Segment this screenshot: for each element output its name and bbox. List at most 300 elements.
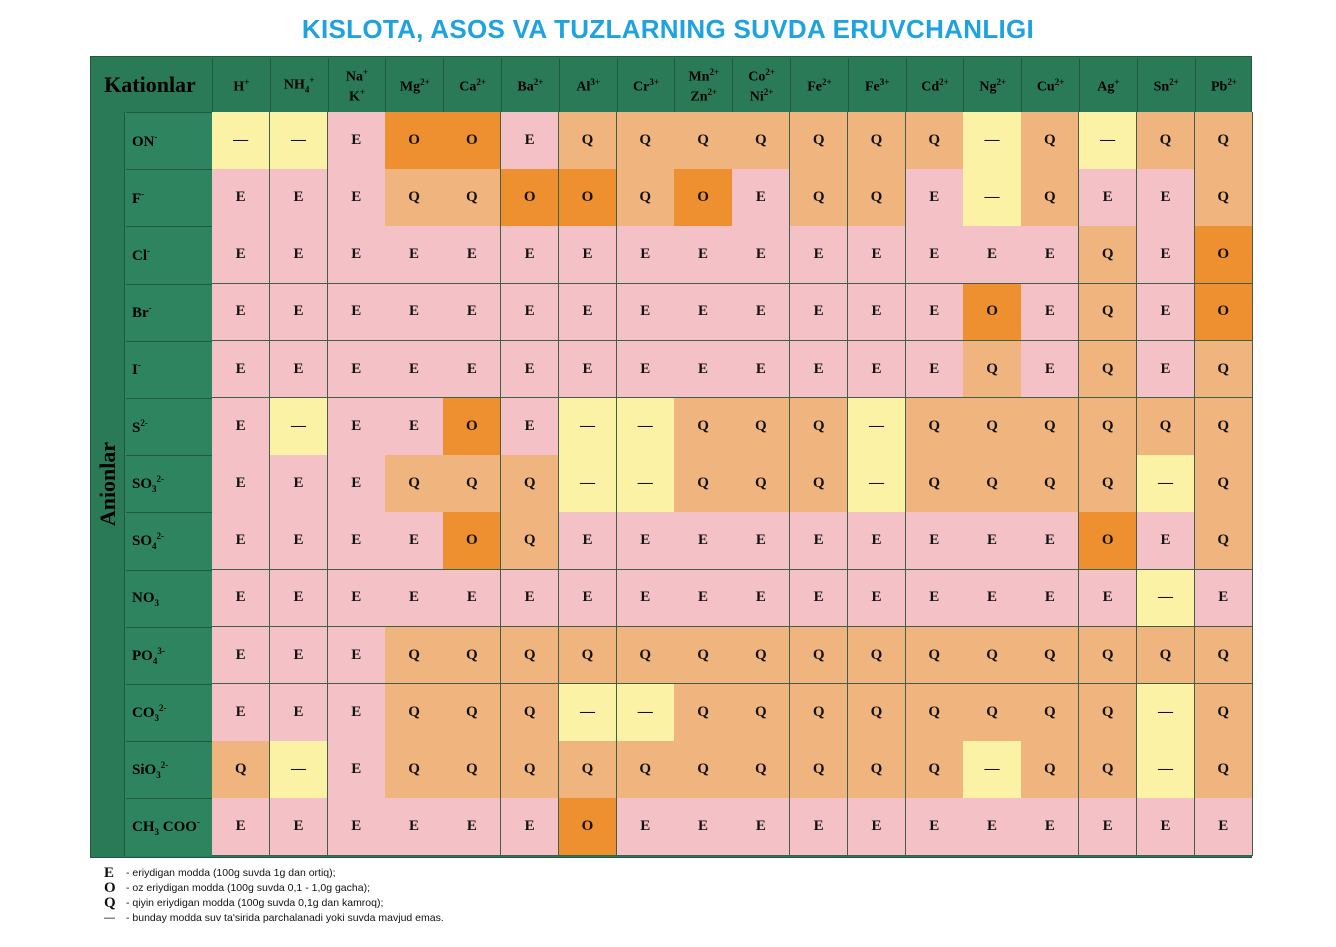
cation-symbol: Ni [749, 89, 764, 105]
table-cell: Q [1021, 684, 1079, 742]
table-cell: Q [906, 684, 964, 742]
table-cell: O [443, 398, 501, 456]
cation-charge: 2+ [996, 77, 1007, 88]
legend-key: Q [104, 895, 116, 911]
cation-charge: 3+ [590, 77, 601, 88]
cation-line [1097, 75, 1119, 95]
anion-charge: - [196, 817, 200, 828]
table-cell: Q [1079, 684, 1137, 742]
table-cell: — [1137, 455, 1195, 513]
table-cell: Q [385, 627, 443, 685]
cation-symbol: NH [283, 77, 305, 93]
table-cell: — [617, 398, 675, 456]
anion-formula [132, 303, 152, 322]
table-cell: Q [1079, 398, 1137, 456]
table-cell: E [1137, 798, 1195, 856]
table-cell: Q [443, 169, 501, 227]
table-cell: Q [501, 684, 559, 742]
table-cell: E [385, 284, 443, 342]
cation-symbol: Cu [1036, 79, 1055, 95]
table-cell: E [1137, 341, 1195, 399]
cation-formula [1211, 75, 1237, 95]
table-cell: E [1021, 341, 1079, 399]
cation-line [233, 75, 249, 95]
cation-header-12 [906, 58, 964, 112]
cation-line [807, 75, 831, 95]
table-cell: Q [1021, 169, 1079, 227]
cation-formula [865, 75, 889, 95]
table-cell: Q [732, 112, 790, 170]
anion-subscript: 4 [152, 541, 157, 552]
cation-formula [1154, 75, 1179, 95]
table-cell: E [328, 341, 386, 399]
anion-charge: 2- [140, 417, 148, 428]
table-cell: E [906, 798, 964, 856]
table-cell: E [732, 284, 790, 342]
anion-subscript: 3 [154, 597, 159, 608]
table-cell: — [1079, 112, 1137, 170]
table-cell: Q [674, 398, 732, 456]
cation-formula [807, 75, 831, 95]
table-cell: E [501, 112, 559, 170]
cation-line [748, 65, 775, 85]
table-cell: E [848, 570, 906, 628]
table-cell: Q [1079, 226, 1137, 284]
cation-line [284, 73, 315, 97]
table-cell: Q [674, 112, 732, 170]
table-cell: — [617, 684, 675, 742]
table-cell: E [270, 627, 328, 685]
anion-label-3 [126, 284, 212, 341]
cation-charge: 2+ [939, 77, 949, 88]
table-cell: Q [617, 112, 675, 170]
table-cell: E [559, 284, 617, 342]
cation-formula [233, 75, 249, 95]
table-cell: Q [674, 741, 732, 799]
table-cell: E [848, 798, 906, 856]
cation-charge: 2+ [1227, 77, 1237, 88]
cation-header-8 [674, 58, 732, 112]
anion-symbol: PO [132, 647, 153, 664]
cation-symbol: Ca [459, 79, 477, 95]
cation-charge: 2+ [765, 67, 775, 78]
table-cell: E [212, 627, 270, 685]
legend-key: E [104, 865, 115, 881]
anion-label-6 [126, 455, 212, 512]
table-cell: E [212, 284, 270, 342]
table-cell: — [963, 741, 1021, 799]
table-cell: E [212, 226, 270, 284]
cation-formula [1037, 75, 1065, 95]
table-cell: Q [732, 455, 790, 513]
table-cell: E [1021, 570, 1079, 628]
cation-line [1211, 75, 1237, 95]
anion-symbol: NO [132, 589, 155, 606]
cation-line [459, 75, 486, 95]
cation-line [865, 75, 889, 95]
table-cell: E [328, 798, 386, 856]
table-cell: O [443, 512, 501, 570]
cation-charge: 3+ [649, 77, 659, 88]
cation-header-0 [212, 58, 270, 112]
table-cell: Q [385, 741, 443, 799]
cation-symbol: Fe [807, 79, 822, 95]
table-cell: — [270, 741, 328, 799]
table-cell: E [328, 570, 386, 628]
table-cell: O [963, 284, 1021, 342]
table-cell: — [1137, 741, 1195, 799]
table-cell: E [212, 512, 270, 570]
cation-header-10 [790, 58, 848, 112]
anion-charge: - [154, 131, 158, 142]
table-cell: Q [501, 455, 559, 513]
cation-charge: 2+ [533, 77, 544, 88]
table-cell: E [732, 570, 790, 628]
table-cell: — [1137, 684, 1195, 742]
anion-charge: 3- [157, 645, 165, 656]
table-cell: Q [790, 455, 848, 513]
cation-symbol: H [233, 79, 245, 95]
table-cell: E [328, 112, 386, 170]
table-cell: E [732, 226, 790, 284]
anion-symbol: F [132, 190, 142, 207]
table-cell: E [212, 455, 270, 513]
cation-header-4 [443, 58, 501, 112]
table-cell: E [848, 226, 906, 284]
table-cell: Q [1195, 169, 1253, 227]
legend-item-3 [104, 911, 804, 926]
legend-item-2 [104, 896, 804, 911]
table-cell: E [617, 341, 675, 399]
anion-charge: 2- [159, 703, 167, 714]
table-cell: Q [1021, 741, 1079, 799]
table-cell: E [790, 226, 848, 284]
table-cell: E [790, 284, 848, 342]
table-cell: Q [1195, 112, 1253, 170]
table-cell: E [732, 169, 790, 227]
cation-header-5 [501, 58, 559, 112]
cation-header-14 [1021, 58, 1079, 112]
anion-charge: - [148, 303, 152, 314]
table-cell: E [385, 226, 443, 284]
table-cell: E [732, 341, 790, 399]
table-cell: E [270, 284, 328, 342]
anion-subscript: 3 [156, 770, 161, 781]
anion-label-7 [126, 512, 212, 569]
table-cell: Q [443, 741, 501, 799]
cation-formula [1097, 75, 1119, 95]
table-cell: E [732, 512, 790, 570]
table-cell: Q [1079, 741, 1137, 799]
table-cell: — [963, 112, 1021, 170]
table-cell: E [385, 570, 443, 628]
table-cell: E [617, 284, 675, 342]
anion-symbol: CO [132, 705, 155, 722]
cation-line [633, 75, 659, 95]
table-cell: O [1079, 512, 1137, 570]
table-cell: O [501, 169, 559, 227]
table-cell: E [212, 398, 270, 456]
anion-symbol: S [132, 419, 141, 436]
table-cell: Q [501, 627, 559, 685]
table-cell: E [1195, 570, 1253, 628]
anion-label-0 [126, 112, 212, 169]
cation-symbol: Mg [399, 79, 421, 95]
table-cell: — [1137, 570, 1195, 628]
table-cell: Q [1079, 455, 1137, 513]
table-cell: E [1079, 798, 1137, 856]
cation-line [688, 65, 719, 85]
cation-formula [400, 75, 430, 95]
table-cell: E [443, 284, 501, 342]
table-cell: E [790, 570, 848, 628]
anion-symbol: Br [132, 305, 149, 322]
anion-formula [132, 531, 164, 551]
table-cell: E [559, 512, 617, 570]
table-cell: Q [906, 112, 964, 170]
table-cell: E [328, 684, 386, 742]
table-cell: E [617, 798, 675, 856]
table-cell: Q [906, 398, 964, 456]
table-cell: Q [674, 684, 732, 742]
cation-formula [284, 73, 315, 97]
table-cell: E [1195, 798, 1253, 856]
table-cell: O [559, 798, 617, 856]
table-cell: E [559, 341, 617, 399]
cation-symbol: Cr [633, 79, 650, 95]
table-cell: Q [385, 455, 443, 513]
table-cell: E [501, 341, 559, 399]
cation-header-9 [732, 58, 790, 112]
table-cell: E [617, 226, 675, 284]
anion-formula [132, 246, 150, 265]
cation-symbol: Sn [1153, 79, 1170, 95]
table-cell: — [848, 455, 906, 513]
anion-subscript: 3 [152, 484, 157, 495]
table-cell: Q [1195, 684, 1253, 742]
table-cell: E [1137, 169, 1195, 227]
cation-line [517, 75, 543, 95]
cation-symbol: Pb [1211, 79, 1228, 95]
table-cell: E [790, 798, 848, 856]
cation-symbol: Zn [690, 89, 708, 105]
anion-charge: 2- [156, 531, 165, 542]
anion-charge: - [141, 188, 145, 199]
table-cell: Q [1195, 512, 1253, 570]
cation-symbol: Ba [517, 79, 534, 95]
cation-charge: 2+ [763, 87, 774, 97]
table-cell: Q [674, 627, 732, 685]
anion-label-10 [126, 684, 212, 741]
cation-charge: + [309, 74, 315, 85]
table-cell: Q [1195, 455, 1253, 513]
table-cell: Q [732, 741, 790, 799]
legend-item-0 [104, 866, 804, 881]
table-cell: E [385, 512, 443, 570]
table-cell: E [963, 226, 1021, 284]
anion-symbol: SO [132, 476, 153, 493]
table-cell: E [270, 455, 328, 513]
anion-label-11 [126, 741, 212, 798]
table-cell: — [617, 455, 675, 513]
table-cell: Q [1195, 398, 1253, 456]
table-cell: E [1137, 512, 1195, 570]
table-cell: Q [1079, 627, 1137, 685]
cation-subscript: 4 [304, 84, 310, 95]
cation-line [576, 75, 600, 95]
table-cell: O [674, 169, 732, 227]
anion-label-1 [126, 169, 212, 226]
table-cell: Q [559, 741, 617, 799]
table-cell: E [212, 169, 270, 227]
table-cell: Q [559, 627, 617, 685]
cation-charge: + [244, 77, 250, 88]
anion-label-5 [126, 398, 212, 455]
table-cell: Q [559, 112, 617, 170]
cation-formula [748, 65, 775, 104]
anion-formula [132, 703, 167, 723]
anion-label-9 [126, 627, 212, 684]
cation-charge: 2+ [1054, 77, 1065, 88]
cation-charge: 2+ [420, 77, 430, 88]
table-cell: E [674, 798, 732, 856]
table-cell: E [328, 455, 386, 513]
anion-formula [132, 189, 144, 208]
anion-subscript: 3 [154, 827, 159, 838]
cation-formula [459, 75, 486, 95]
table-cell: Q [617, 741, 675, 799]
legend-key: — [104, 912, 115, 924]
cation-header-17 [1195, 58, 1253, 112]
table-cell: E [790, 341, 848, 399]
table-cell: — [212, 112, 270, 170]
table-cell: Q [790, 684, 848, 742]
table-cell: — [848, 398, 906, 456]
table-cell: E [501, 798, 559, 856]
anion-label-2 [126, 226, 212, 283]
table-cell: E [1021, 512, 1079, 570]
table-cell: Q [1137, 627, 1195, 685]
table-cell: E [1079, 570, 1137, 628]
cation-formula [346, 65, 368, 104]
cation-symbol: Fe [864, 79, 880, 95]
cation-symbol: Cd [921, 79, 940, 95]
table-cell: E [443, 798, 501, 856]
table-cell: E [906, 169, 964, 227]
table-cell: Q [732, 398, 790, 456]
table-cell: E [270, 226, 328, 284]
table-cell: Q [1021, 398, 1079, 456]
table-cell: — [559, 455, 617, 513]
table-cell: E [963, 798, 1021, 856]
cation-header-6 [559, 58, 617, 112]
table-cell: E [270, 169, 328, 227]
table-cell: Q [1137, 112, 1195, 170]
table-cell: E [328, 284, 386, 342]
table-cell: Q [963, 627, 1021, 685]
legend-item-1 [104, 881, 804, 896]
table-cell: E [501, 284, 559, 342]
table-cell: Q [848, 741, 906, 799]
table-cell: Q [790, 398, 848, 456]
table-cell: E [674, 341, 732, 399]
table-cell: E [270, 341, 328, 399]
table-cell: E [674, 226, 732, 284]
table-cell: E [1021, 798, 1079, 856]
legend-text: - bunday modda suv ta'sirida parchalanadi yoki suvda mavjud emas. [126, 912, 444, 924]
cation-header-1 [270, 58, 328, 112]
legend [104, 866, 804, 926]
cation-header-7 [617, 58, 675, 112]
cation-charge: 2+ [709, 67, 720, 78]
table-cell: E [617, 570, 675, 628]
anion-label-4 [126, 341, 212, 398]
table-cell: E [674, 512, 732, 570]
table-cell: E [559, 570, 617, 628]
table-cell: — [963, 169, 1021, 227]
table-cell: E [963, 512, 1021, 570]
cation-line [1154, 75, 1179, 95]
table-cell: E [790, 512, 848, 570]
table-cell: E [328, 512, 386, 570]
table-cell: Q [848, 627, 906, 685]
table-cell: Q [385, 684, 443, 742]
anion-subscript: 4 [152, 655, 158, 666]
cation-line [688, 85, 719, 105]
anion-symbol: Cl [132, 247, 147, 264]
anions-side-label [92, 112, 124, 856]
table-cell: — [559, 398, 617, 456]
table-cell: Q [963, 455, 1021, 513]
table-cell: Q [906, 741, 964, 799]
table-cell: Q [1079, 284, 1137, 342]
table-cell: E [963, 570, 1021, 628]
table-cell: O [559, 169, 617, 227]
cation-formula [633, 75, 659, 95]
table-cell: O [385, 112, 443, 170]
cation-charge: 2+ [821, 77, 832, 88]
table-cell: Q [906, 455, 964, 513]
table-cell: Q [617, 627, 675, 685]
table-cell: O [443, 112, 501, 170]
table-cell: E [385, 341, 443, 399]
anion-symbol: CH [132, 819, 155, 836]
table-cell: E [1079, 169, 1137, 227]
table-cell: Q [906, 627, 964, 685]
cation-header-15 [1079, 58, 1137, 112]
table-cell: E [443, 570, 501, 628]
anion-formula [132, 760, 168, 780]
cation-symbol: Al [576, 79, 591, 95]
cation-line [346, 85, 368, 105]
cations-corner-label: Kationlar [104, 72, 196, 97]
table-cell: E [328, 627, 386, 685]
table-cell: E [848, 284, 906, 342]
table-cell: E [906, 570, 964, 628]
table-cell: E [212, 570, 270, 628]
table-cell: Q [1195, 627, 1253, 685]
anion-formula [132, 646, 165, 666]
table-cell: E [617, 512, 675, 570]
table-cell: Q [443, 627, 501, 685]
table-cell: E [1021, 226, 1079, 284]
cation-formula [576, 75, 600, 95]
table-cell: O [1195, 226, 1253, 284]
cation-header-11 [848, 58, 906, 112]
cation-line [979, 75, 1006, 95]
cation-formula [688, 65, 719, 104]
cation-symbol: Ag [1097, 79, 1115, 95]
